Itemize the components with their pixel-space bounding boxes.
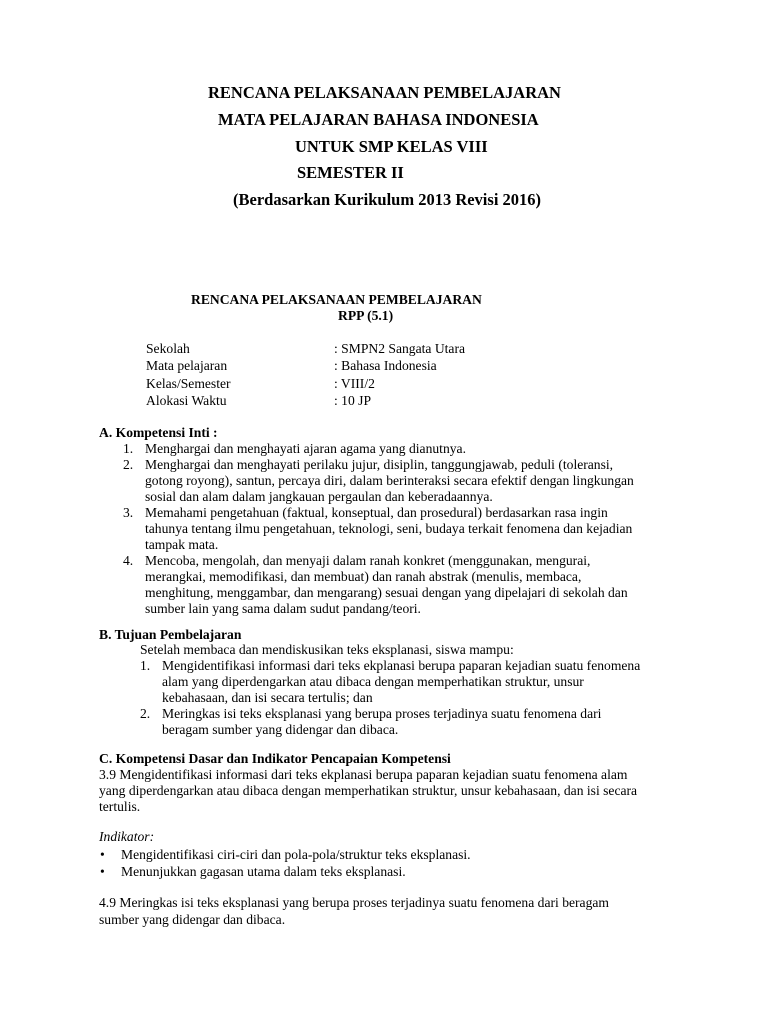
indikator-text: Menunjukkan gagasan utama dalam teks eksplanasi. <box>121 864 406 879</box>
list-line: sosial dan alam dalam jangkauan pergaulan dan keberadaannya. <box>145 489 493 504</box>
doc-title-line-3: UNTUK SMP KELAS VIII <box>295 137 488 156</box>
list-number: 2. <box>123 457 134 472</box>
list-item <box>100 847 700 864</box>
list-number: 2. <box>140 706 151 721</box>
list-item <box>123 457 723 505</box>
doc-title-line-4: SEMESTER II <box>297 163 404 182</box>
indikator-list <box>100 847 700 881</box>
identity-label: Mata pelajaran <box>146 358 228 373</box>
list-line: Mengidentifikasi informasi dari teks ekplanasi berupa paparan kejadian suatu fenomena <box>162 658 641 673</box>
section-a-list <box>123 441 723 617</box>
bullet-icon: • <box>100 847 105 862</box>
list-number: 1. <box>123 441 134 456</box>
list-line: Mencoba, mengolah, dan menyaji dalam ranah konkret (menggunakan, mengurai, <box>145 553 591 568</box>
kd-3-9-line: 3.9 Mengidentifikasi informasi dari teks ekplanasi berupa paparan kejadian suatu fenomena alam <box>99 767 628 782</box>
list-line: Menghargai dan menghayati ajaran agama yang dianutnya. <box>145 441 466 456</box>
kd-4-9-line: 4.9 Meringkas isi teks eksplanasi yang berupa proses terjadinya suatu fenomena dari beragam <box>99 895 609 910</box>
identity-label: Sekolah <box>146 341 190 356</box>
list-number: 1. <box>140 658 151 673</box>
list-item <box>140 706 740 738</box>
list-line: kebahasaan, dan isi secara tertulis; dan <box>162 690 373 705</box>
list-number: 4. <box>123 553 134 568</box>
list-line: beragam sumber yang didengar dan dibaca. <box>162 722 399 737</box>
list-line: Menghargai dan menghayati perilaku jujur, disiplin, tanggungjawab, peduli (toleransi, <box>145 457 614 472</box>
identity-value: : VIII/2 <box>334 376 375 391</box>
identity-label: Kelas/Semester <box>146 376 231 391</box>
list-line: gotong royong), santun, percaya diri, dalam berinteraksi secara efektif dengan lingkungan <box>145 473 634 488</box>
list-line: sumber lain yang sama dalam sudut pandang/teori. <box>145 601 421 616</box>
indikator-label: Indikator: <box>99 829 155 844</box>
list-line: menghitung, menggambar, dan mengarang) sesuai dengan yang dipelajari di sekolah dan <box>145 585 628 600</box>
kd-3-9-line: yang diperdengarkan atau dibaca dengan memperhatikan struktur, unsur kebahasaan, dan isi secara <box>99 783 638 798</box>
section-c-heading: C. Kompetensi Dasar dan Indikator Pencapaian Kompetensi <box>99 751 451 766</box>
list-line: Memahami pengetahuan (faktual, konseptual, dan prosedural) berdasarkan rasa ingin <box>145 505 608 520</box>
identity-label: Alokasi Waktu <box>146 393 227 408</box>
list-line: tahunya tentang ilmu pengetahuan, teknologi, seni, budaya terkait fenomena dan kejadian <box>145 521 633 536</box>
list-item <box>140 658 740 706</box>
list-line: tampak mata. <box>145 537 219 552</box>
section-b-intro: Setelah membaca dan mendiskusikan teks eksplanasi, siswa mampu: <box>140 642 514 657</box>
rpp-subtitle: RPP (5.1) <box>338 308 394 323</box>
identity-value: : Bahasa Indonesia <box>334 358 437 373</box>
list-item <box>123 553 723 617</box>
list-line: Meringkas isi teks eksplanasi yang berupa proses terjadinya suatu fenomena dari <box>162 706 602 721</box>
doc-title-line-5: (Berdasarkan Kurikulum 2013 Revisi 2016) <box>233 190 542 209</box>
section-b-heading: B. Tujuan Pembelajaran <box>99 627 242 642</box>
list-item <box>100 864 700 881</box>
identity-value: : SMPN2 Sangata Utara <box>334 341 466 356</box>
doc-title-line-2: MATA PELAJARAN BAHASA INDONESIA <box>218 110 539 129</box>
list-number: 3. <box>123 505 134 520</box>
section-b-list <box>140 658 740 738</box>
indikator-text: Mengidentifikasi ciri-ciri dan pola-pola/struktur teks eksplanasi. <box>121 847 471 862</box>
rpp-title: RENCANA PELAKSANAAN PEMBELAJARAN <box>191 292 482 307</box>
identity-value: : 10 JP <box>334 393 372 408</box>
kd-4-9-line: sumber yang didengar dan dibaca. <box>99 912 286 927</box>
list-item <box>123 505 723 553</box>
section-a-heading: A. Kompetensi Inti : <box>99 425 218 440</box>
doc-title-line-1: RENCANA PELAKSANAAN PEMBELAJARAN <box>208 83 561 102</box>
list-line: merangkai, memodifikasi, dan membuat) dan ranah abstrak (menulis, membaca, <box>145 569 582 584</box>
kd-3-9-line: tertulis. <box>99 799 141 814</box>
list-line: alam yang diperdengarkan atau dibaca dengan memperhatikan struktur, unsur <box>162 674 584 689</box>
list-item <box>123 441 723 457</box>
bullet-icon: • <box>100 864 105 879</box>
